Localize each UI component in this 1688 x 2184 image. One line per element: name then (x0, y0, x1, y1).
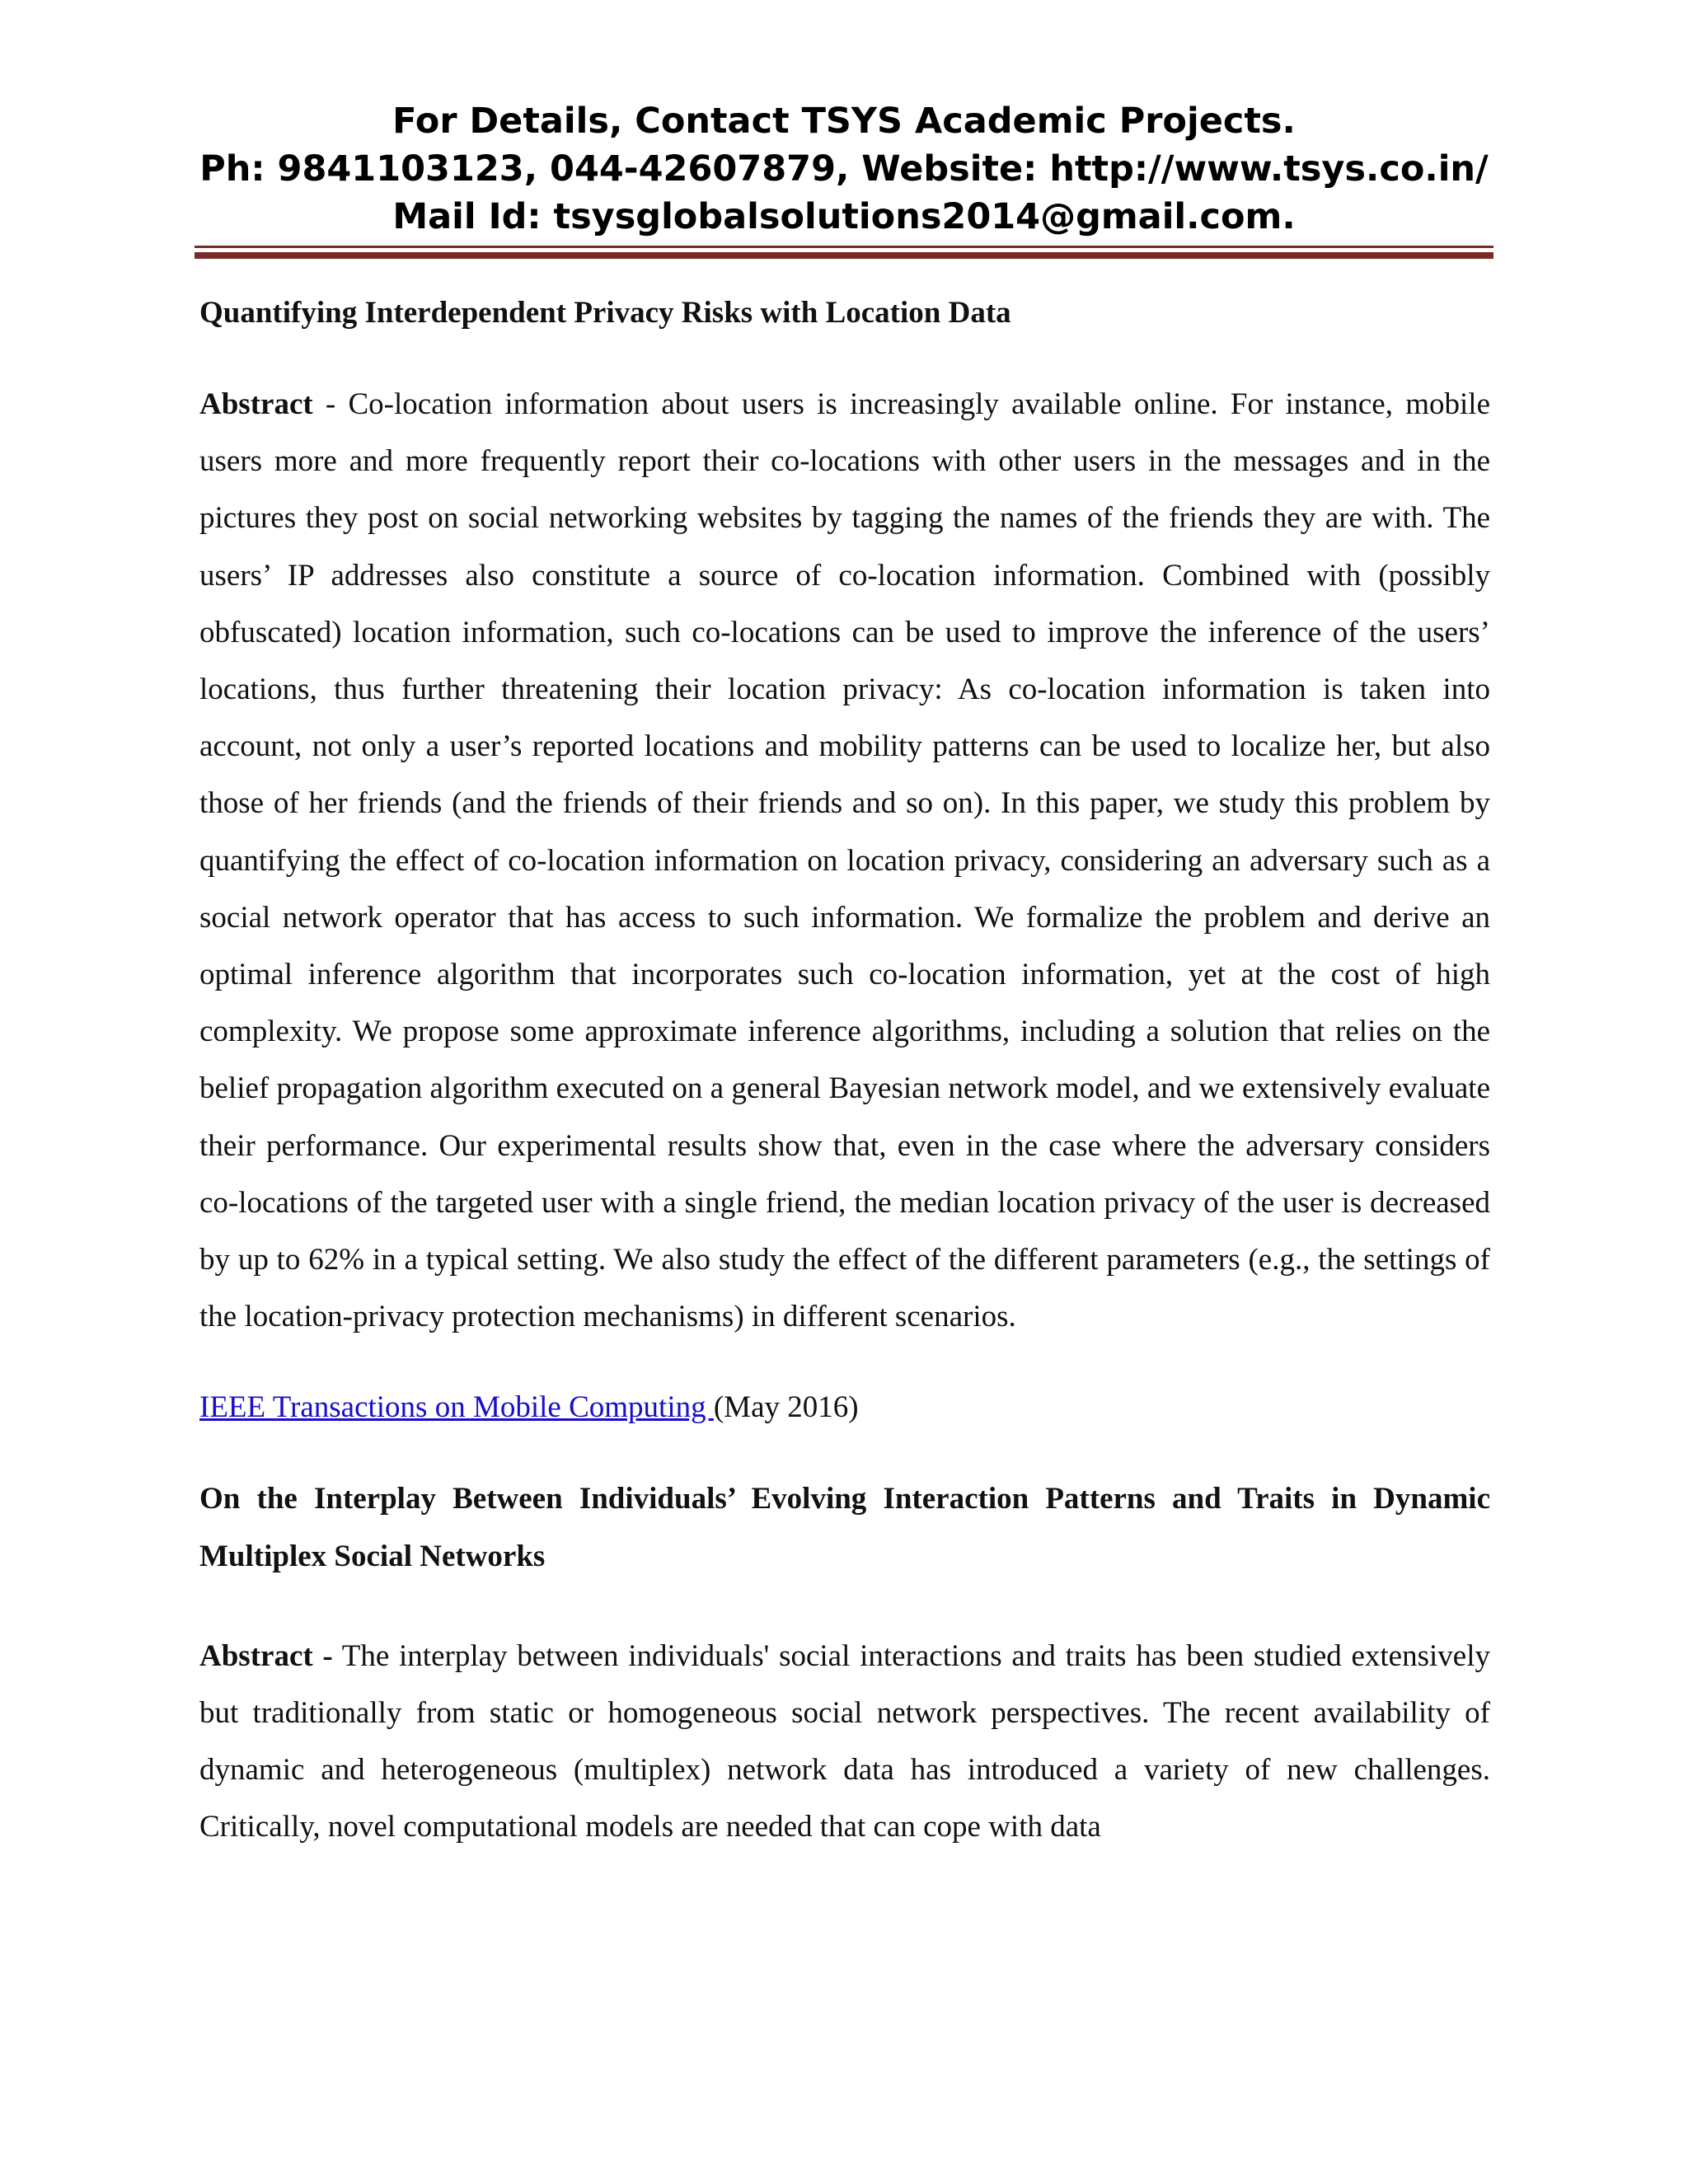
abstract-label: Abstract - (199, 1638, 333, 1673)
header-divider-thick (195, 252, 1493, 259)
paper-title: On the Interplay Between Individuals’ Evolving Interaction Patterns and Traits in Dynamic Multiplex Social Networks (199, 1482, 1490, 1573)
abstract-label: Abstract (199, 387, 313, 421)
paper-abstract (199, 376, 1490, 1345)
paper-venue (199, 1388, 1490, 1427)
venue-date: (May 2016) (713, 1390, 859, 1425)
abstract-text: - Co-location information about users is increasingly available online. For instance, mobile users more and more frequently report their co-locations with other users in the messages and in the pictures they post on social networking websites by tagging the names of the friends they are with. The users’ IP addresses also constitute a source of co-location information. Combined with (possibly obfuscated) location information, such co-locations can be used to improve the inference of the users’ locations, thus further threatening their location privacy: As co-location information is taken into account, not only a user’s reported locations and mobility patterns can be used to localize her, but also those of her friends (and the friends of their friends and so on). In this paper, we study this problem by quantifying the effect of co-location information on location privacy, considering an adversary such as a social network operator that has access to such information. We formalize the problem and derive an optimal inference algorithm that incorporates such co-location information, yet at the cost of high complexity. We propose some approximate inference algorithms, including a solution that relies on the belief propagation algorithm executed on a general Bayesian network model, and we extensively evaluate their performance. Our experimental results show that, even in the case where the adversary considers co-locations of the targeted user with a single friend, the median location privacy of the user is decreased by up to 62% in a typical setting. We also study the effect of the different parameters (e.g., the settings of the location-privacy protection mechanisms) in different scenarios. (199, 387, 1490, 1334)
header-email-line: Mail Id: tsysglobalsolutions2014@gmail.com. (392, 196, 1296, 237)
paper-title: Quantifying Interdependent Privacy Risks with Location Data (199, 296, 1011, 330)
header-contact-line: For Details, Contact TSYS Academic Projects. (392, 101, 1296, 142)
header-divider-thin (195, 246, 1493, 248)
venue-link[interactable]: IEEE Transactions on Mobile Computing (199, 1390, 714, 1425)
paper-abstract (199, 1628, 1490, 1856)
header-phone-website-line: Ph: 9841103123, 044-42607879, Website: http://www.tsys.co.in/ (199, 148, 1489, 190)
contact-header (195, 97, 1493, 241)
abstract-text: The interplay between individuals' social interactions and traits has been studied extensively but traditionally from static or homogeneous social network perspectives. The recent availability of dynamic and heterogeneous (multiplex) network data has introduced a variety of new challenges. Critically, novel computational models are needed that can cope with data (199, 1638, 1490, 1844)
document-body (199, 293, 1490, 1856)
